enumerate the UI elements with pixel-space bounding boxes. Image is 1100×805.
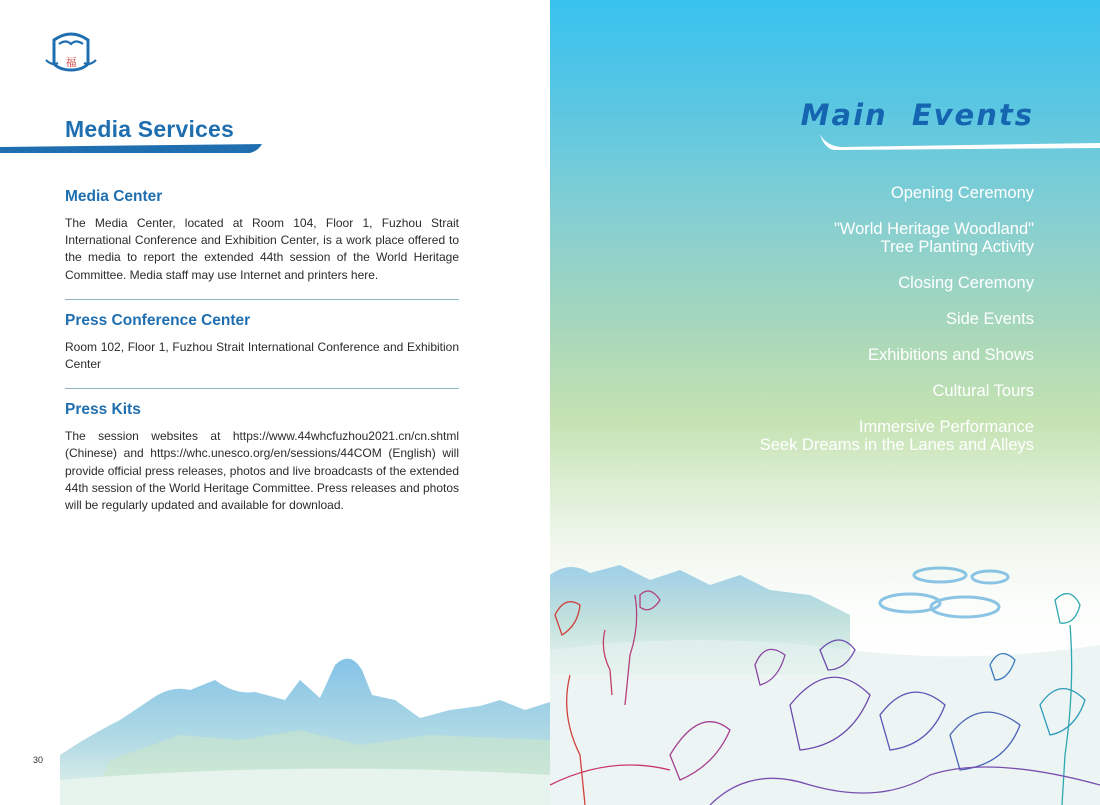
divider [65, 299, 459, 300]
event-item [760, 310, 1034, 328]
divider [65, 388, 459, 389]
event-label: "World Heritage Woodland" [833, 220, 1034, 238]
press-conference-heading: Press Conference Center [65, 311, 251, 329]
media-center-body: The Media Center, located at Room 104, Floor 1, Fuzhou Strait International Conference and Exhibition Center, is a work place offered to the media to report the extended 44th session of the World Heritage Committee. Media staff may use Internet and printers here. [65, 216, 459, 282]
section-title: Media Services [65, 116, 235, 142]
event-label: Closing Ceremony [898, 274, 1034, 292]
title-swoosh [820, 134, 1100, 152]
mountain-illustration [0, 640, 550, 805]
event-item [760, 184, 1034, 202]
event-item [760, 274, 1034, 292]
press-kits-heading: Press Kits [65, 401, 141, 419]
right-page [550, 0, 1100, 805]
main-events-title: Main Events [800, 98, 1034, 132]
events-list [760, 184, 1034, 472]
event-label: Cultural Tours [932, 382, 1034, 400]
logo-glyph: 福 [65, 56, 77, 69]
page-number: 30 [33, 755, 44, 765]
flowers-and-mountains-illustration [550, 555, 1100, 805]
event-label: Exhibitions and Shows [867, 346, 1034, 364]
event-label-line2: Tree Planting Activity [880, 238, 1034, 256]
event-label: Side Events [945, 310, 1034, 328]
media-content [65, 188, 459, 514]
event-label: Opening Ceremony [890, 184, 1034, 202]
press-conference-body: Room 102, Floor 1, Fuzhou Strait International Conference and Exhibition Center [65, 339, 459, 372]
press-kits-body: The session websites at https://www.44whcfuzhou2021.cn/cn.shtml (Chinese) and https://whc.unesco.org/en/sessions/44COM (English) will provide official press releases, photos and live broadcasts of the extended 44th session of the World Heritage Committee. Press releases and photos will be regularly updated and available for download. [65, 429, 459, 513]
fuzhou-fu-logo-icon [44, 30, 98, 78]
event-item [760, 418, 1034, 454]
event-item [760, 346, 1034, 364]
event-label-line2: Seek Dreams in the Lanes and Alleys [759, 436, 1034, 454]
event-item [760, 382, 1034, 400]
title-underline-bar [0, 143, 262, 155]
event-label: Immersive Performance [858, 418, 1034, 436]
event-item [760, 220, 1034, 256]
media-center-heading: Media Center [65, 188, 163, 205]
